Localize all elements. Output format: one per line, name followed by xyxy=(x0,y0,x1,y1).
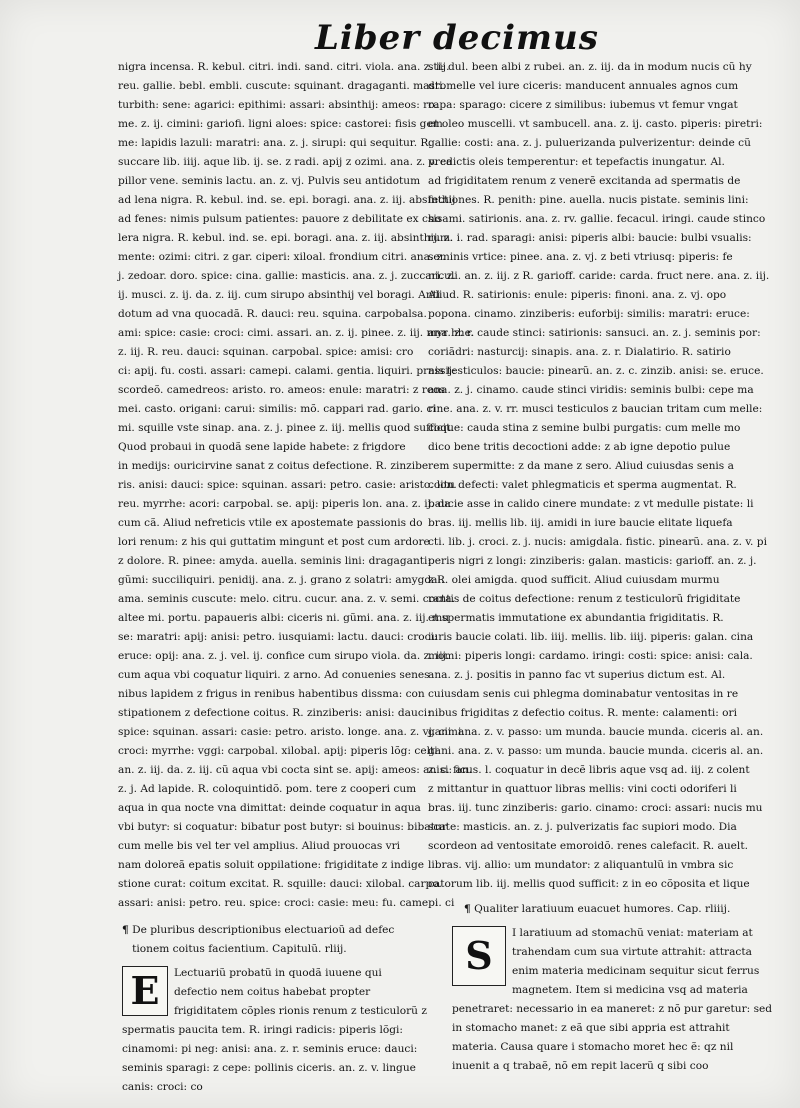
right-paragraph xyxy=(452,924,774,1076)
text-line: ana. z. j. positis in panno fac vt superius dictum est. Al. xyxy=(428,669,726,681)
text-line: ana. z. r. caude stinci: satirionis: sansuci. an. z. j. seminis por: xyxy=(428,327,761,339)
text-line: scordeõ. camedreos: aristo. ro. ameos: enule: maratri: z reos xyxy=(118,384,445,396)
text-line: bras. iij. mellis lib. iij. amidi in iure baucie elitate liquefa xyxy=(428,517,733,529)
text-line: cti. lib. j. croci. z. j. nucis: amigdala. fistic. pinearũ. ana. z. v. pi xyxy=(428,536,767,548)
chapter-heading-left xyxy=(122,921,422,959)
text-line: z. iij. R. reu. dauci: squinan. carpobal. spice: amisi: cro xyxy=(118,346,414,358)
text-line: scordeon ad ventositate emoroidõ. renes calefacit. R. auelt. xyxy=(428,840,748,852)
text-line: mei. casto. origani: carui: similis: mõ. cappari rad. gario. ci xyxy=(118,403,436,415)
text-line: pillor vene. seminis lactu. an. z. vj. Pulvis seu antidotum xyxy=(118,175,421,187)
text-line: dromelle vel iure ciceris: manducent annuales agnos cum xyxy=(428,80,739,92)
text-line: et spermatis immutatione ex abundantia frigiditatis. R. xyxy=(428,612,724,624)
text-line: assari: anisi: petro. reu. spice: croci: casie: meu: fu. camepi. ci xyxy=(118,897,455,909)
text-line: scate: masticis. an. z. j. pulverizatis fac supiori modo. Dia xyxy=(428,821,737,833)
text-line: j. zedoar. doro. spice: cina. gallie: masticis. ana. z. j. zuccari. z. xyxy=(118,270,456,282)
text-line: z. j. Ad lapide. R. coloquintidõ. pom. tere z cooperi cum xyxy=(118,783,417,795)
text-line: rem supermitte: z da mane z sero. Aliud cuiusdas senis a xyxy=(428,460,734,472)
text-line: spice: squinan. assari: casie: petro. aristo. longe. ana. z. vj. cimi. xyxy=(118,726,465,738)
right-column xyxy=(428,58,774,894)
text-line: fectiones. R. penith: pine. auella. nucis pistate. seminis lini: xyxy=(428,194,749,206)
text-line: ad lena nigra. R. kebul. ind. se. epi. boragi. ana. z. iij. absinthij xyxy=(118,194,456,206)
text-line: popona. cinamo. zinziberis: euforbij: similis: maratri: eruce: xyxy=(428,308,750,320)
text-line: z R. olei amigda. quod sufficit. Aliud cuiusdam murmu xyxy=(428,574,720,586)
text-line: libras. vij. allio: um mundator: z aliquantulũ in vmbra sic xyxy=(428,859,734,871)
text-line: z dolore. R. pinee: amyda. auella. seminis lini: dragaganti: xyxy=(118,555,432,567)
text-line: me. z. ij. cimini: gariofi. ligni aloes: spice: castorei: fisis gem xyxy=(118,118,443,130)
text-line: nam doloreã epatis soluit oppilatione: frigiditate z indige xyxy=(118,859,424,871)
text-line: ris. anisi: dauci: spice: squinan. assari: petro. casie: aristo. lon. xyxy=(118,479,457,491)
text-line: rantis de coitus defectione: renum z testiculorũ frigiditate xyxy=(428,593,741,605)
text-line: stione curat: coitum excitat. R. squille: dauci: xilobal. carpo. xyxy=(118,878,442,890)
text-line: Quod probaui in quodã sene lapide habete: z frigdore xyxy=(118,441,406,453)
left-paragraph-text: Lectuariũ probatũ in quodã iuuene qui defectio nem coitus habebat propter frigiditatem cõples rionis renum z testiculorũ z spermatis paucita tem. R. iringi radicis: piperis lõgi: cinamomi: pi neg: anisi: ana. z. r. seminis eruce: dauci: seminis sparagi: z cepe: pollinis ciceris. an. z. v. lingue canis: croci: co xyxy=(122,967,427,1093)
text-line: bras. iij. tunc zinziberis: gario. cinamo: croci: assari: nucis mu xyxy=(428,802,763,814)
text-line: coriãdri: nasturcij: sinapis. ana. z. r. Dialatirio. R. satirio xyxy=(428,346,731,358)
text-line: gani. ana. z. v. passo: um munda. baucie munda. ciceris al. an. xyxy=(428,726,764,738)
text-line: sisami. satirionis. ana. z. rv. gallie. fecacul. iringi. caude stinco xyxy=(428,213,766,225)
running-head: Liber decimus xyxy=(315,18,599,58)
text-line: in medijs: ouricirvine sanat z coitus defectione. R. zinzibe xyxy=(118,460,429,472)
text-line: me: lapidis lazuli: maratri: ana. z. j. sirupi: qui sequitur. R. xyxy=(118,137,432,149)
left-column xyxy=(118,58,475,913)
text-line: ad frigiditatem renum z venerẽ excitanda ad spermatis de xyxy=(428,175,741,187)
text-line: stipationem z defectione coitus. R. zinziberis: anisi: dauci: xyxy=(118,707,431,719)
text-line: altee mi. portu. papaueris albi: ciceris ni. gũmi. ana. z. iij. mu xyxy=(118,612,450,624)
text-line: gũmi: succiliquiri. penidij. ana. z. j. grano z solatri: amygdal. xyxy=(118,574,445,586)
text-line: coque: cauda stina z semine bulbi purgatis: cum melle mo xyxy=(428,422,741,434)
left-paragraph xyxy=(122,964,427,1097)
right-paragraph-text: I laratiuum ad stomachũ veniat: materiam at trahendam cum sua virtute attrahit: attracta enim materia medicinam sequitur sicut ferrus magnetem. Item si medicina vsq ad materia penetraret: necessario in ea maneret: z nõ pur garetur: sed in stomacho manet: z eã que sibi appria est attrahit materia. Causa quare i stomacho moret hec ẽ: qz nil inuenit a q trabaẽ, nõ em repit lacerũ q sibi coo xyxy=(452,927,773,1072)
text-line: vbi butyr: si coquatur: bibatur post butyr: si bouinus: bibatur xyxy=(118,821,447,833)
text-line: z mittantur in quattuor libras mellis: vini cocti odoriferi li xyxy=(428,783,737,795)
text-line: ama. seminis cuscute: melo. citru. cucur. ana. z. v. semi. cocta. xyxy=(118,593,455,605)
text-line: ad fenes: nimis pulsum patientes: pauore z debilitate ex cho xyxy=(118,213,442,225)
text-line: predictis oleis temperentur: et tepefactis inungatur. Al. xyxy=(428,156,725,168)
text-line: se: maratri: apij: anisi: petro. iusquiami: lactu. dauci: croci: xyxy=(118,631,438,643)
text-line: momi: piperis longi: cardamo. iringi: costi: spice: anisi: cala. xyxy=(428,650,753,662)
text-line: succare lib. iiij. aque lib. ij. se. z radi. apij z ozimi. ana. z. v. ca xyxy=(118,156,453,168)
text-line: aqua in qua nocte vna dimittat: deinde coquatur in aqua xyxy=(118,802,421,814)
chapter-heading-right xyxy=(464,900,730,919)
text-line: niculi. an. z. iij. z R. garioff. caride: carda. fruct nere. ana. z. iij. xyxy=(428,270,770,282)
text-line: ami: spice: casie: croci: cimi. assari. an. z. ij. pinee. z. iij. myr hhe. xyxy=(118,327,475,339)
text-line: cum aqua vbi coquatur liquiri. z arno. Ad conuenies senes xyxy=(118,669,430,681)
text-line: turbith: sene: agarici: epithimi: assari: absinthij: ameos: ro. xyxy=(118,99,438,111)
text-line: gallie: costi: ana. z. j. puluerizanda pulverizentur: deinde cũ xyxy=(428,137,751,149)
text-line: baucie asse in calido cinere mundate: z vt medulle pistate: li xyxy=(428,498,754,510)
text-line: rum. i. rad. sparagi: anisi: piperis albi: baucie: bulbi vsualis: xyxy=(428,232,752,244)
paragraph-mark-icon: ¶ xyxy=(464,903,471,915)
text-line: reu. myrrhe: acori: carpobal. se. apij: piperis lon. ana. z. ij. da xyxy=(118,498,451,510)
text-line: eruce: opij: ana. z. j. vel. ij. confice cum sirupo viola. da. z. iij. xyxy=(118,650,450,662)
chapter-heading-left-text: De pluribus descriptionibus electuarioũ ad defec tionem coitus facientium. Capitulũ. rliij. xyxy=(132,924,395,955)
text-line: gani. ana. z. v. passo: um munda. baucie munda. ciceris al. an. xyxy=(428,745,764,757)
text-line: cum melle bis vel ter vel amplius. Aliud prouocas vri xyxy=(118,840,401,852)
text-line: rapa: sparago: cicere z similibus: iubemus vt femur vngat xyxy=(428,99,738,111)
text-line: dotum ad vna quocadã. R. dauci: reu. squina. carpobalsa. xyxy=(118,308,427,320)
text-line: Aliud. R. satirionis: enule: piperis: finoni. ana. z. vj. opo xyxy=(428,289,727,301)
text-line: rine. ana. z. v. rr. musci testiculos z baucian tritam cum melle: xyxy=(428,403,763,415)
text-line: mente: ozimi: citri. z gar. ciperi: xiloal. frondium citri. ana. z. xyxy=(118,251,446,263)
text-line: lera nigra. R. kebul. ind. se. epi. boragi. ana. z. iij. absinthij. z. xyxy=(118,232,453,244)
text-line: nibus frigiditas z defectio coitus. R. mente: calamenti: ori xyxy=(428,707,737,719)
paragraph-mark-icon: ¶ xyxy=(122,924,129,936)
text-line: seminis vrtice: pinee. ana. z. vj. z beti vtriusq: piperis: fe xyxy=(428,251,733,263)
text-line: z. c. ficus. l. coquatur in decẽ libris aque vsq ad. iij. z colent xyxy=(428,764,750,776)
text-line: nibus lapidem z frigus in renibus habentibus dissma: con xyxy=(118,688,425,700)
text-line: peris nigri z longi: zinziberis: galan. masticis: garioff. an. z. j. xyxy=(428,555,757,567)
text-line: et oleo muscelli. vt sambucell. ana. z. ij. casto. piperis: piretri: xyxy=(428,118,763,130)
text-line: ci: apij. fu. costi. assari: camepi. calami. gentia. liquiri. prassij: xyxy=(118,365,456,377)
text-line: mi. squille vste sinap. ana. z. j. pinee z. iij. mellis quod sufficit. xyxy=(118,422,454,434)
text-line: sti: dul. been albi z rubei. an. z. iij. da in modum nucis cũ hy xyxy=(428,61,752,73)
text-line: ana. z. j. cinamo. caude stinci viridis: seminis bulbi: cepe ma xyxy=(428,384,754,396)
text-line: cuiusdam senis cui phlegma dominabatur ventositas in re xyxy=(428,688,739,700)
text-line: iuris baucie colati. lib. iiij. mellis. lib. iiij. piperis: galan. cina xyxy=(428,631,754,643)
text-line: cum cã. Aliud nefreticis vtile ex apostemate passionis do xyxy=(118,517,423,529)
decorated-initial: E xyxy=(122,966,168,1016)
text-line: dico bene tritis decoctioni adde: z ab igne depotio pulue xyxy=(428,441,731,453)
text-line: catorum lib. iij. mellis quod sufficit: z in eo cõposita et lique xyxy=(428,878,750,890)
text-line: nigra incensa. R. kebul. citri. indi. sand. citri. viola. ana. z. iij. xyxy=(118,61,450,73)
text-line: an. z. iij. da. z. iij. cũ aqua vbi cocta sint se. apij: ameos: anisi: an. xyxy=(118,764,472,776)
text-line: croci: myrrhe: vggi: carpobal. xilobal. apij: piperis lõg: celti. xyxy=(118,745,442,757)
decorated-initial: S xyxy=(452,926,506,986)
text-line: ij. musci. z. ij. da. z. iij. cum sirupo absinthij vel boragi. Anti xyxy=(118,289,441,301)
text-line: lori renum: z his qui guttatim mingunt et post cum ardore xyxy=(118,536,430,548)
text-line: coitu defecti: valet phlegmaticis et sperma augmentat. R. xyxy=(428,479,737,491)
text-line: reu. gallie. bebl. embli. cuscute: squinant. dragaganti. masti. xyxy=(118,80,446,92)
text-line: nis testiculos: baucie: pinearũ. an. z. c. zinzib. anisi: se. eruce. xyxy=(428,365,764,377)
chapter-heading-right-text: Qualiter laratiuum euacuet humores. Cap. rliiij. xyxy=(474,903,731,915)
